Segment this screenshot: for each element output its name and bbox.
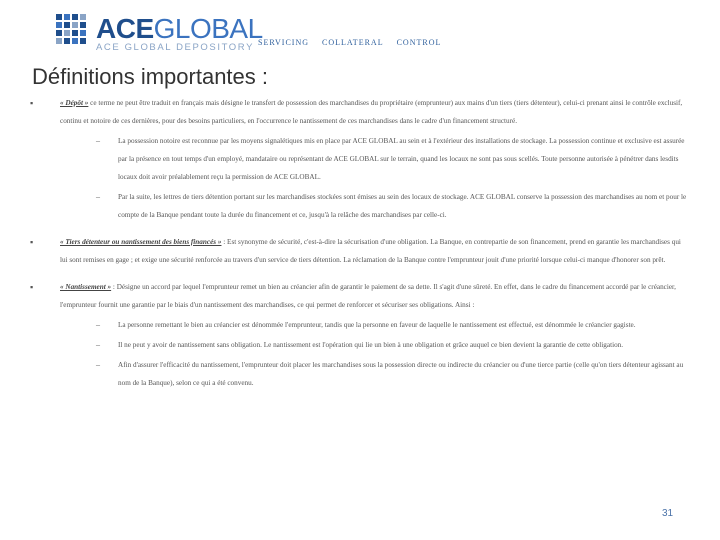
tagline-servicing: SERVICING	[258, 38, 310, 47]
page-number: 31	[662, 508, 674, 519]
page-title: Définitions importantes :	[32, 64, 268, 89]
tagline	[258, 38, 451, 47]
tagline-collateral: COLLATERAL	[322, 38, 384, 47]
definition-text: ce terme ne peut être traduit en français mais désigne le transfert de possession des marchandises du propriétaire (emprunteur) aux mains d'un tiers (tiers détenteur), celui-ci prenant ainsi le contrôle exclusif, continu et notoire de ces dernières, pour des besoins particuliers, en l'occurrence le nantissement de ces marchandises dans le cadre d'un financement structuré.	[60, 99, 683, 125]
definition-text: : Est synonyme de sécurité, c'est-à-dire la sécurisation d'une obligation. La Banque, en contrepartie de son financement, prend en garantie les marchandises qui lui sont remises en gage ; et exige une sécurité renforcée au travers d'un service de tiers détention. La réclamation de la Banque contre l'emprunteur jouit d'une priorité lorsque celui-ci manque d'honorer son prêt.	[60, 238, 681, 264]
definition-subitem: – Il ne peut y avoir de nantissement sans obligation. Le nantissement est l'opération qui lie un bien à une obligation et grâce auquel ce bien devient la garantie de cette obligation.	[60, 336, 690, 354]
definition-item-depot	[30, 94, 690, 224]
definition-subitem: – Par la suite, les lettres de tiers détention portant sur les marchandises stockées sont émises au sein des locaux de stockage. ACE GLOBAL conserve la possession des marchandises au nom et pour le compte de la Banque pendant toute la durée du financement et ce, jusqu'à la relâche des marchandises par celle-ci.	[60, 188, 690, 224]
definition-item-tiers-detenteur	[30, 233, 690, 269]
definition-term: « Nantissement »	[60, 283, 112, 291]
definition-text: : Désigne un accord par lequel l'emprunteur remet un bien au créancier afin de garantir le paiement de sa dette. Il s'agit d'une sûreté. En effet, dans le cadre du financement accordé par le créancier, l'emprunteur fournit une garantie par le biais d'un nantissement des marchandises, ce qui permet de renforcer et sécuriser ses obligations. Ainsi :	[60, 283, 676, 309]
tagline-control: CONTROL	[396, 38, 442, 47]
brand-subtitle: ACE GLOBAL DEPOSITORY	[96, 42, 255, 53]
ace-global-logo-icon	[56, 14, 90, 52]
definition-term: « Dépôt »	[60, 99, 89, 107]
definition-subitem: – Afin d'assurer l'efficacité du nantissement, l'emprunteur doit placer les marchandises sous la possession directe ou indirecte du créancier ou d'une tierce partie (celle qu'on tiers détenteur agissant au nom de la Banque), selon ce qui a été convenu.	[60, 356, 690, 392]
brand-logo-text: ACEGLOBAL	[96, 13, 263, 44]
definition-term: « Tiers détenteur ou nantissement des biens financés »	[60, 238, 222, 246]
definitions-list	[30, 94, 690, 401]
definition-item-nantissement	[30, 278, 690, 392]
definition-subitem: – La personne remettant le bien au créancier est dénommée l'emprunteur, tandis que la personne en faveur de laquelle le nantissement est effectué, est dénommée le créancier gagiste.	[60, 316, 690, 334]
definition-subitem: – La possession notoire est reconnue par les moyens signalétiques mis en place par ACE GLOBAL au sein et à l'extérieur des installations de stockage. La possession continue et exclusive est assurée par la présence en tout temps d'un employé, mandataire ou représentant de ACE GLOBAL sur le terrain, quand les locaux ne sont pas sous scellés. Toute personne autorisée à pénétrer dans lesdits locaux doit avoir préalablement reçu la permission de ACE GLOBAL.	[60, 132, 690, 186]
